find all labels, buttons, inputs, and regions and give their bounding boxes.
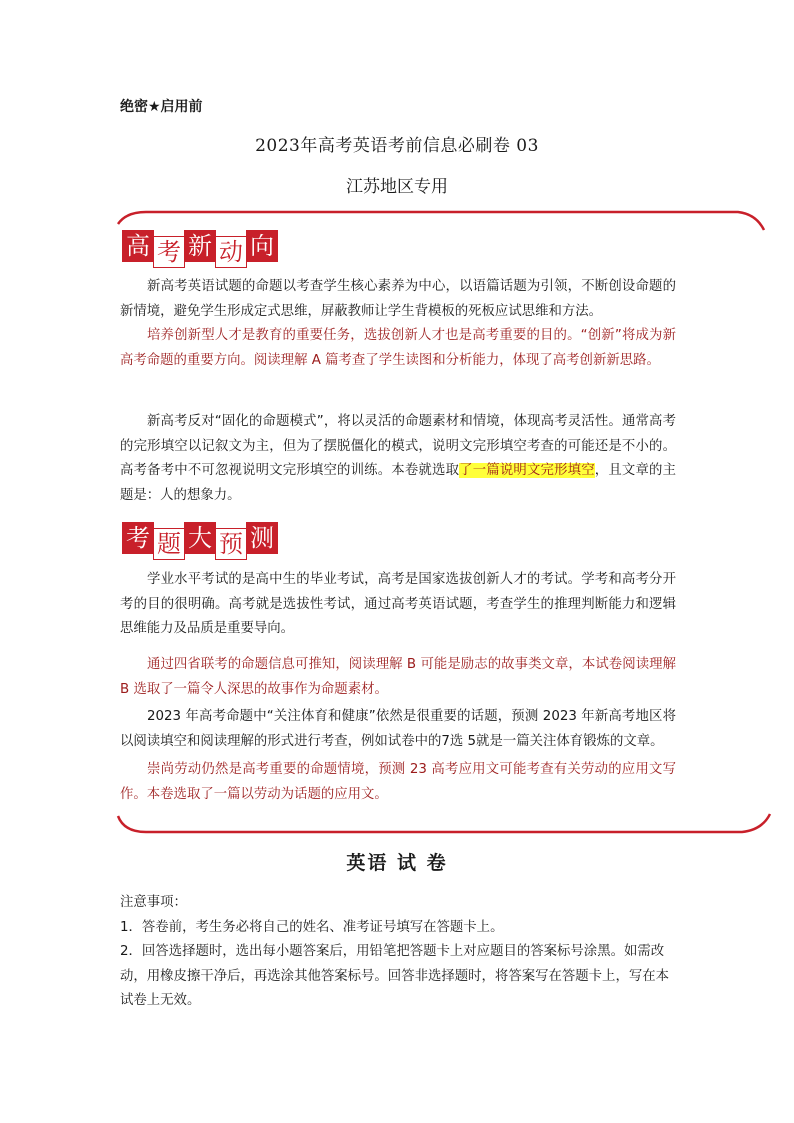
- badge-char: 向: [246, 230, 278, 262]
- note-item: 2．回答选择题时，选出每小题答案后，用铅笔把答题卡上对应题目的答案标号涂黑。如需改动，用橡皮擦干净后，再选涂其他答案标号。回答非选择题时，将答案写在答题卡上，写在本试卷上无效。: [120, 944, 670, 1008]
- highlighted-text: 了一篇说明文完形填空: [459, 463, 595, 478]
- frame-top-curve: [118, 212, 764, 230]
- section2-paragraph-1: 学业水平考试的是高中生的毕业考试，高考是国家选拔创新人才的考试。学考和高考分开考的目的很明确。高考就是选拔性考试，通过高考英语试题，考查学生的推理判断能力和逻辑思维能力及品质是重要导向。: [120, 572, 676, 636]
- badge-char: 动: [215, 236, 247, 268]
- badge-char: 题: [153, 528, 185, 560]
- page-subtitle: 江苏地区专用: [346, 177, 448, 197]
- exam-title: 英语 试 卷: [346, 852, 448, 874]
- badge-char: 新: [184, 230, 216, 262]
- badge-char: 考: [122, 522, 154, 554]
- section1-paragraph-3: [120, 410, 676, 508]
- section1-paragraph-1: 新高考英语试题的命题以考查学生核心素养为中心，以语篇话题为引领，不断创设命题的新情境，避免学生形成定式思维，屏蔽教师让学生背模板的死板应试思维和方法。: [120, 279, 676, 319]
- section1-paragraph-2: 培养创新型人才是教育的重要任务，选拔创新人才也是高考重要的目的。“创新”将成为新高考命题的重要方向。阅读理解 A 篇考查了学生读图和分析能力，体现了高考创新新思路。: [120, 328, 676, 368]
- notes-heading: 注意事项：: [120, 895, 187, 910]
- exam-notes: [120, 891, 680, 1014]
- page-title: 2023年高考英语考前信息必刷卷 03: [255, 136, 539, 156]
- badge-char: 考: [153, 236, 185, 268]
- badge-char: 测: [246, 522, 278, 554]
- paragraph-text: ，且文章的主题是：人的想象力。: [120, 463, 677, 503]
- section2-paragraph-3: 2023 年高考命题中“关注体育和健康”依然是很重要的话题，预测 2023 年新高考地区将以阅读填空和阅读理解的形式进行考查，例如试卷中的7选 5就是一篇关注体育锻炼的文章。: [120, 709, 676, 749]
- section2-paragraph-2: 通过四省联考的命题信息可推知，阅读理解 B 可能是励志的故事类文章，本试卷阅读理解 B 选取了一篇令人深思的故事作为命题素材。: [120, 657, 676, 697]
- note-item: 1．答卷前，考生务必将自己的姓名、准考证号填写在答题卡上。: [120, 919, 504, 935]
- frame-bottom-curve: [118, 814, 770, 832]
- badge-char: 高: [122, 230, 154, 262]
- section2-paragraph-4: 崇尚劳动仍然是高考重要的命题情境，预测 23 高考应用文可能考查有关劳动的应用文写作。本卷选取了一篇以劳动为话题的应用文。: [120, 762, 676, 802]
- paragraph-text: 新高考反对“固化的命题模式”，将以灵活的命题素材和情境，体现高考灵活性。通常高考的完形填空以记叙文为主，但为了摆脱僵化的模式，说明文完形填空考查的可能还是不小的。高考备考中不可忽视说明文完形填空的训练。本卷就选取: [120, 414, 676, 478]
- badge-exam-forecast: [122, 522, 277, 560]
- confidential-label: 绝密★启用前: [120, 99, 203, 115]
- badge-char: 预: [215, 528, 247, 560]
- badge-new-trends: [122, 230, 277, 268]
- badge-char: 大: [184, 522, 216, 554]
